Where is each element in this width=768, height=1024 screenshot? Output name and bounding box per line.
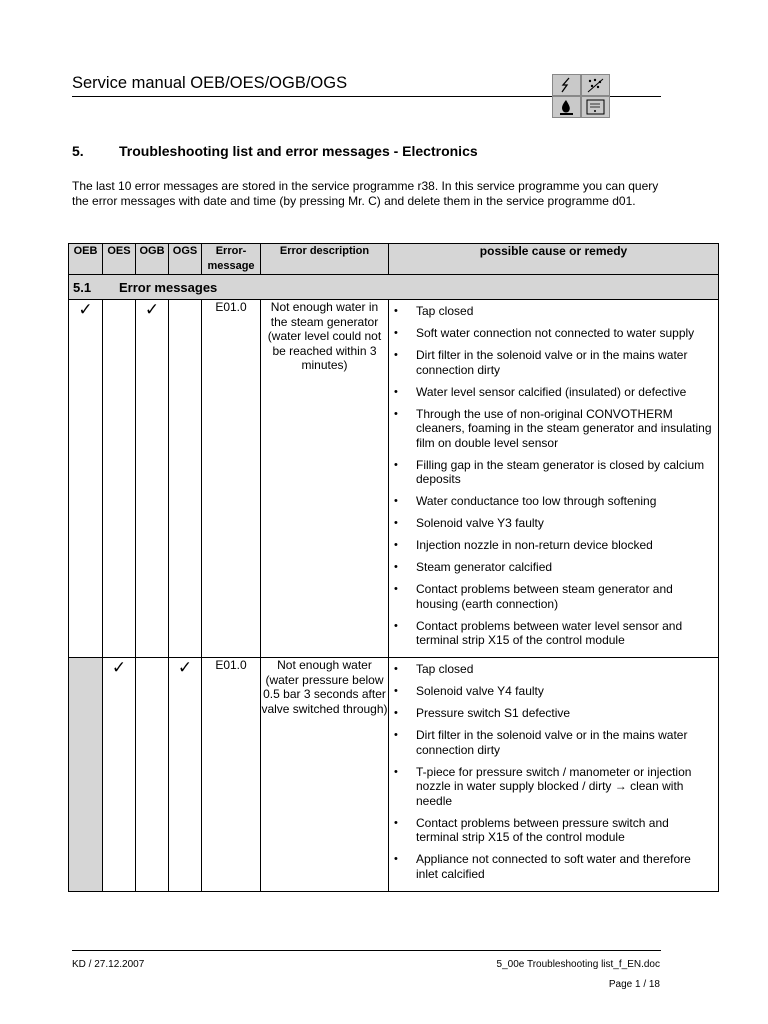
error-code: E01.0 — [202, 300, 261, 658]
table-row — [69, 658, 719, 892]
table-row — [69, 300, 719, 658]
error-description: Not enough water (water pressure below 0.5 bar 3 seconds after valve switched through) — [261, 658, 389, 892]
col-header-ogs: OGS — [169, 244, 202, 275]
remedy-item: • Through the use of non-original CONVOTHERM cleaners, foaming in the steam generator and insulating film on double level sensor — [416, 407, 714, 451]
group-title: Error messages — [119, 280, 218, 295]
footer-filename: 5_00e Troubleshooting list_f_EN.doc — [496, 959, 660, 970]
remedy-item: • Water level sensor calcified (insulated) or defective — [416, 385, 714, 400]
remedy-item: • Pressure switch S1 defective — [416, 706, 714, 721]
gas-flame-icon — [552, 96, 581, 118]
remedy-item: • T-piece for pressure switch / manometer or injection nozzle in water supply blocked / dirty → clean with needle — [416, 765, 714, 809]
col-header-oes: OES — [103, 244, 136, 275]
remedy-item: • Filling gap in the steam generator is closed by calcium deposits — [416, 458, 714, 487]
remedy-item: • Dirt filter in the solenoid valve or in the mains water connection dirty — [416, 728, 714, 757]
error-description: Not enough water in the steam generator (water level could not be reached within 3 minutes) — [261, 300, 389, 658]
page-number: Page 1 / 18 — [608, 979, 660, 990]
remedy-item: • Tap closed — [416, 662, 714, 677]
boiler-icon — [581, 96, 610, 118]
remedy-cell — [389, 658, 719, 892]
remedy-item: • Dirt filter in the solenoid valve or in the mains water connection dirty — [416, 348, 714, 377]
appliance-icons — [552, 74, 610, 118]
footer-rule — [72, 950, 661, 951]
remedy-item: • Water conductance too low through softening — [416, 494, 714, 509]
check-ogs: ✓ — [169, 658, 202, 892]
remedy-item: • Contact problems between pressure switch and terminal strip X15 of the control module — [416, 816, 714, 845]
empty-oeb — [69, 658, 103, 892]
intro-paragraph: The last 10 error messages are stored in the service programme r38. In this service programme you can query the error messages with date and time (by pressing Mr. C) and delete them in the service programme d01. — [72, 179, 659, 208]
group-number: 5.1 — [73, 280, 92, 295]
header-title: Service manual OEB/OES/OGB/OGS — [72, 74, 348, 92]
empty-oes — [103, 300, 136, 658]
empty-ogs — [169, 300, 202, 658]
col-header-cause: possible cause or remedy — [389, 244, 719, 275]
section-title: Troubleshooting list and error messages - Electronics — [119, 143, 478, 159]
check-oes: ✓ — [103, 658, 136, 892]
remedy-item: • Soft water connection not connected to water supply — [416, 326, 714, 341]
remedy-item: • Contact problems between steam generator and housing (earth connection) — [416, 582, 714, 611]
remedy-item: • Solenoid valve Y3 faulty — [416, 516, 714, 531]
error-code: E01.0 — [202, 658, 261, 892]
section-number: 5. — [72, 143, 84, 159]
remedy-item: • Solenoid valve Y4 faulty — [416, 684, 714, 699]
col-header-error-message: Error-message — [202, 244, 261, 275]
remedy-item: • Contact problems between water level sensor and terminal strip X15 of the control module — [416, 619, 714, 648]
check-ogb: ✓ — [136, 300, 169, 658]
col-header-error-description: Error description — [261, 244, 389, 275]
group-row — [69, 275, 719, 300]
check-oeb: ✓ — [69, 300, 103, 658]
empty-ogb — [136, 658, 169, 892]
remedy-item: • Injection nozzle in non-return device blocked — [416, 538, 714, 553]
steam-spray-icon — [581, 74, 610, 96]
section-heading — [72, 143, 478, 159]
remedy-list — [389, 658, 718, 891]
electric-icon — [552, 74, 581, 96]
remedy-list — [389, 300, 718, 657]
remedy-cell — [389, 300, 719, 658]
col-header-oeb: OEB — [69, 244, 103, 275]
troubleshooting-table — [68, 243, 719, 892]
footer-date: KD / 27.12.2007 — [72, 959, 145, 970]
remedy-item: • Tap closed — [416, 304, 714, 319]
remedy-item: • Appliance not connected to soft water and therefore inlet calcified — [416, 852, 714, 881]
col-header-ogb: OGB — [136, 244, 169, 275]
remedy-item: • Steam generator calcified — [416, 560, 714, 575]
group-heading — [69, 275, 719, 300]
